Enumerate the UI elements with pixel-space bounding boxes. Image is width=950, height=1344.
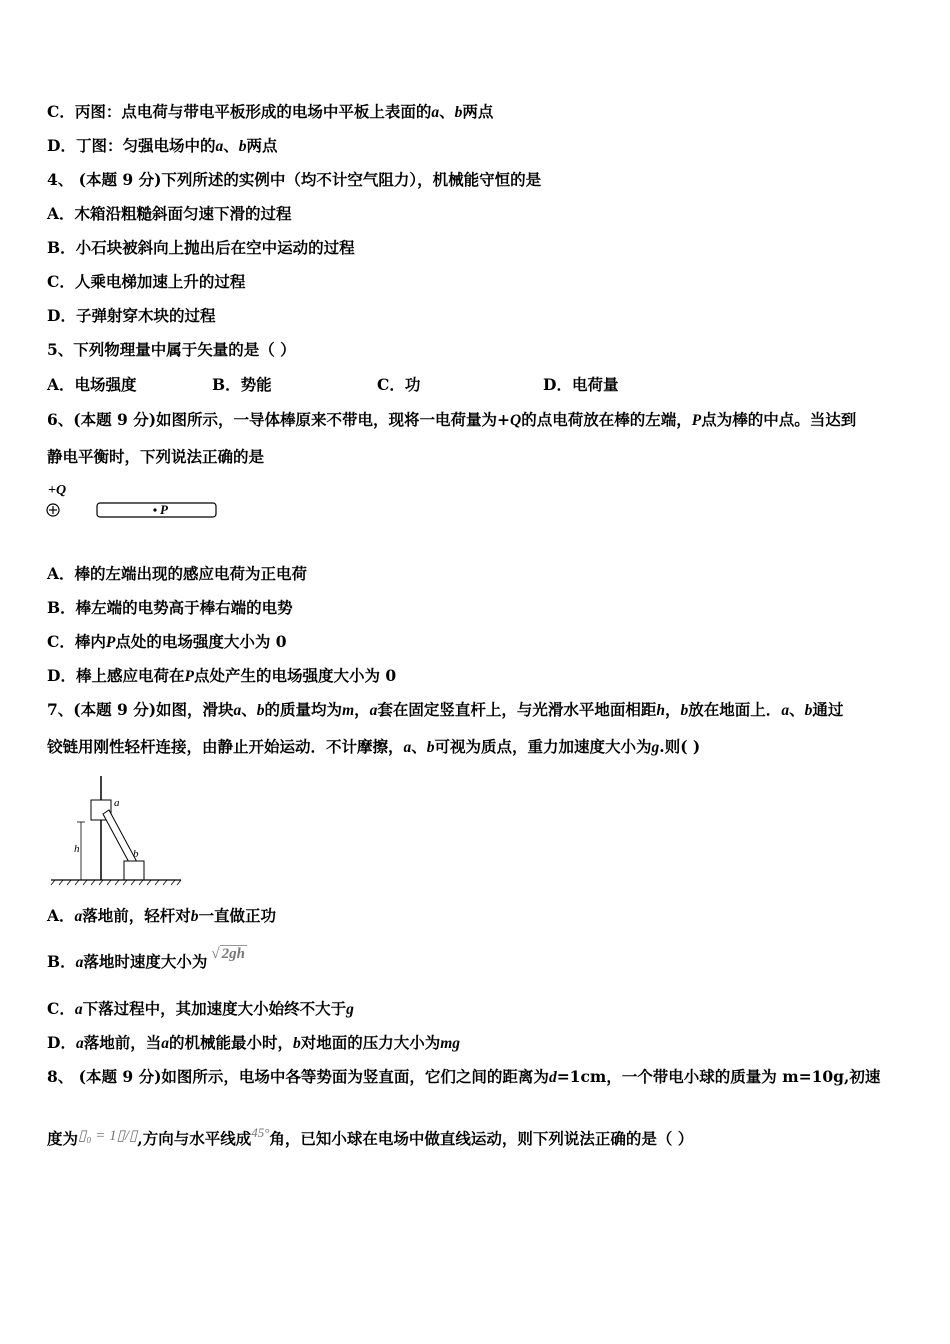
q3-option-d: D．丁图：匀强电场中的a、b两点 xyxy=(47,136,278,155)
angle-formula: 45° xyxy=(251,1125,270,1140)
q7-stem-line2: 铰链用刚性轻杆连接，由静止开始运动．不计摩擦，a、b可视为质点，重力加速度大小为g.则( ) xyxy=(47,737,701,756)
slider-diagram xyxy=(47,772,187,890)
q4-option-d: D．子弹射穿木块的过程 xyxy=(47,306,216,325)
charge-label: +Q xyxy=(48,483,67,498)
q6-option-a: A．棒的左端出现的感应电荷为正电荷 xyxy=(47,564,308,583)
q7-figure xyxy=(47,772,187,890)
q5-option-d: D．电荷量 xyxy=(543,375,619,394)
sqrt-formula: √ 2gh xyxy=(211,946,245,962)
q5-option-b: B．势能 xyxy=(212,375,272,394)
q6-option-c: C．棒内P点处的电场强度大小为 0 xyxy=(47,632,287,651)
q4-option-c: C．人乘电梯加速上升的过程 xyxy=(47,272,246,291)
midpoint-dot xyxy=(153,508,156,511)
q8-stem-line1: 8、 (本题 9 分)如图所示，电场中各等势面为竖直面，它们之间的距离为d=1cm，一个带电小球的质量为 m=10g,初速 xyxy=(47,1067,881,1086)
q8-stem-line2: 度为▯₀ = 1▯/▯,方向与水平线成$^{45^\circ}$角，已知小球在电场中做直线运动，则下列说法正确的是（ ） xyxy=(47,1125,694,1148)
point-p-label: P xyxy=(160,502,168,517)
rigid-rod xyxy=(103,810,137,866)
q4-option-b: B．小石块被斜向上抛出后在空中运动的过程 xyxy=(47,238,355,257)
q5-option-c: C．功 xyxy=(377,375,421,394)
slider-b xyxy=(124,861,144,880)
q5-option-a: A．电场强度 xyxy=(47,375,137,394)
q4-option-a: A．木箱沿粗糙斜面匀速下滑的过程 xyxy=(47,204,292,223)
q7-option-a: A．a落地前，轻杆对b一直做正功 xyxy=(47,906,277,925)
q6-option-d: D．棒上感应电荷在P点处产生的电场强度大小为 0 xyxy=(47,666,397,685)
label-h: h xyxy=(74,843,80,855)
q6-stem-line1: 6、(本题 9 分)如图所示，一导体棒原来不带电，现将一电荷量为+Q的点电荷放在棒的左端，P点为棒的中点。当达到 xyxy=(47,410,857,429)
label-a: a xyxy=(114,797,120,809)
ground-hatching xyxy=(51,880,181,885)
q4-stem: 4、 (本题 9 分)下列所述的实例中（均不计空气阻力），机械能守恒的是 xyxy=(47,170,542,189)
q7-stem-line1: 7、(本题 9 分)如图，滑块a、b的质量均为m，a套在固定竖直杆上，与光滑水平地面相距h，b放在地面上．a、b通过 xyxy=(47,700,844,719)
q6-figure xyxy=(44,480,224,522)
q6-option-b: B．棒左端的电势高于棒右端的电势 xyxy=(47,598,293,617)
q3-option-c: C．丙图：点电荷与带电平板形成的电场中平板上表面的a、b两点 xyxy=(47,102,494,121)
q5-stem: 5、下列物理量中属于矢量的是（ ） xyxy=(47,340,296,359)
q7-option-d: D．a落地前，当a的机械能最小时，b对地面的压力大小为mg xyxy=(47,1033,461,1052)
q7-option-c: C．a下落过程中，其加速度大小始终不大于g xyxy=(47,999,354,1018)
rod-diagram xyxy=(44,480,224,522)
q6-stem-line2: 静电平衡时，下列说法正确的是 xyxy=(47,447,265,466)
label-b: b xyxy=(133,848,139,860)
q7-option-b: B．a落地时速度大小为 √ 2gh xyxy=(47,946,245,971)
velocity-formula: ▯₀ = 1▯/▯ xyxy=(78,1128,138,1144)
